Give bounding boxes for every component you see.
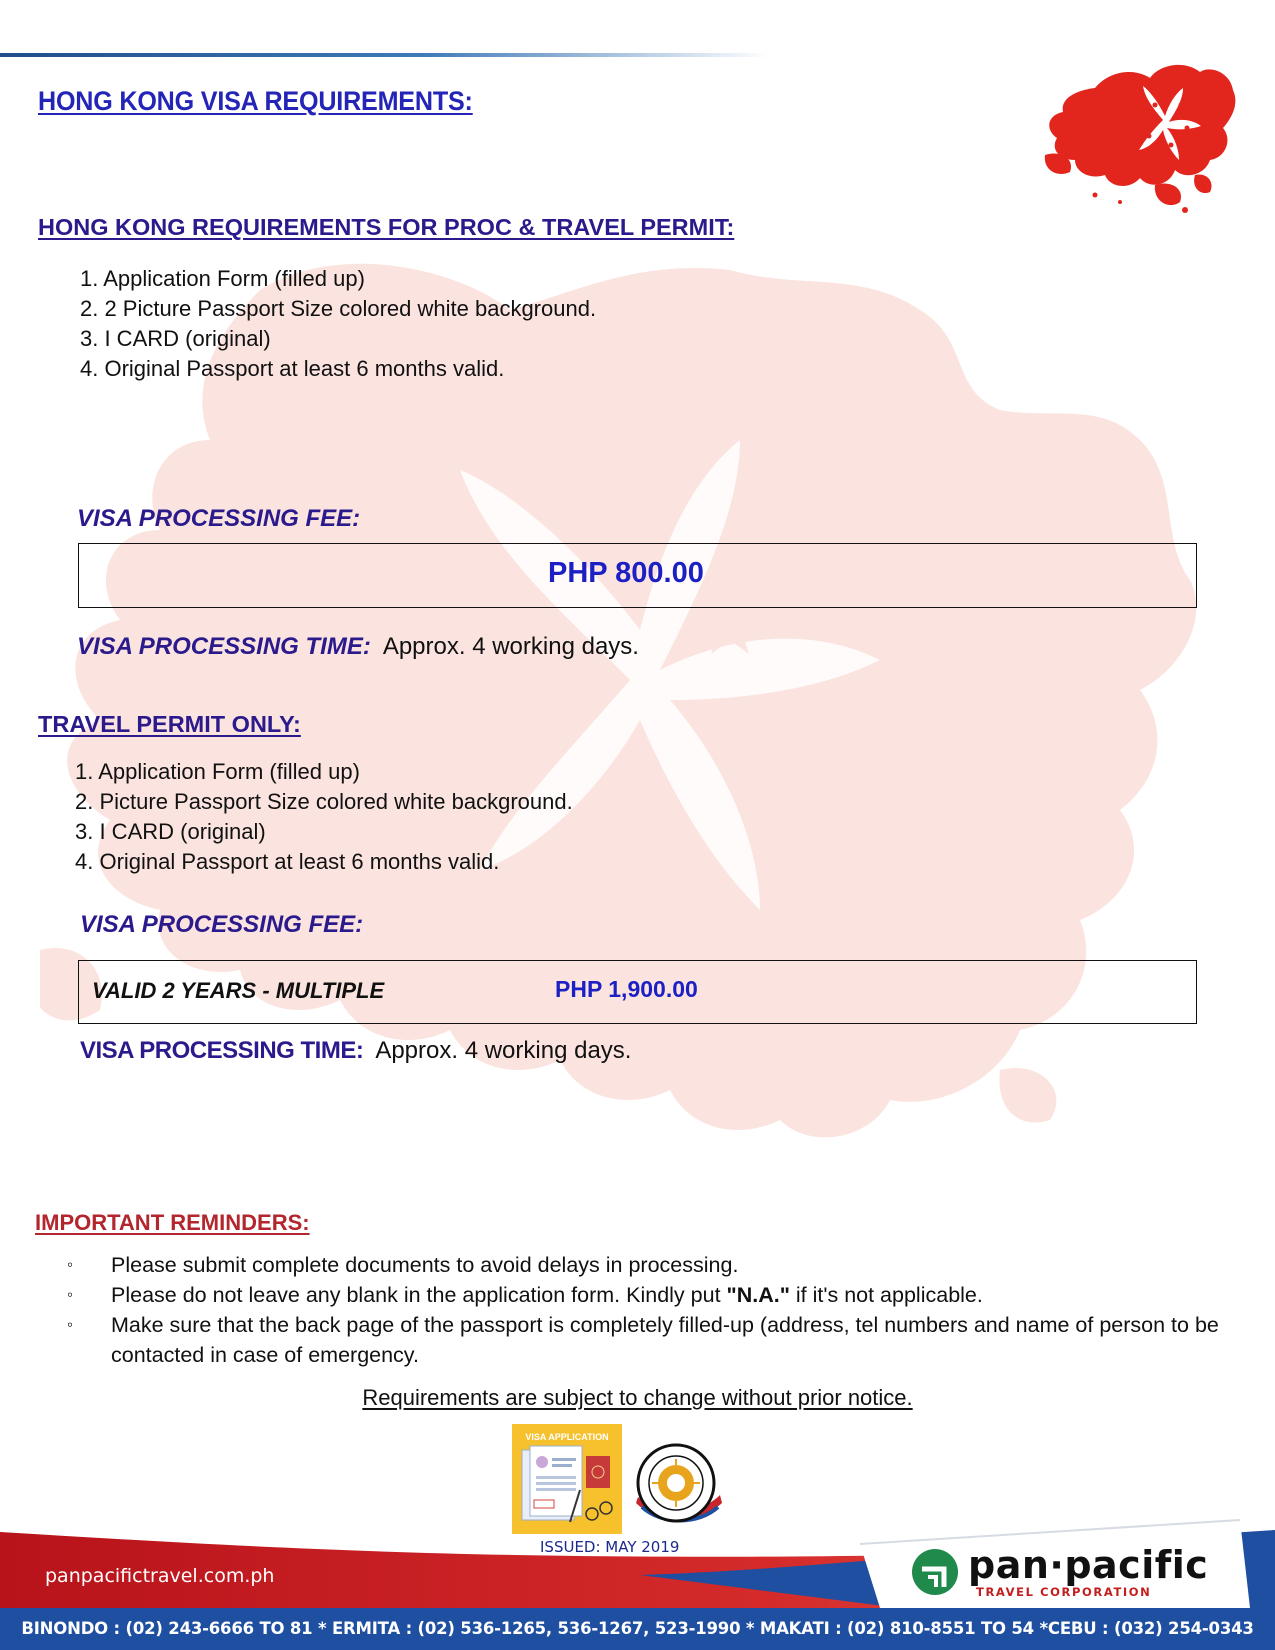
processing-time-label: VISA PROCESSING TIME: <box>80 1037 364 1064</box>
section2-requirements-list <box>75 757 573 877</box>
processing-time-value: Approx. 4 working days. <box>375 1037 632 1064</box>
section1-heading: HONG KONG REQUIREMENTS FOR PROC & TRAVEL PERMIT: <box>38 214 735 240</box>
list-item: ◦ Make sure that the back page of the passport is completely filled-up (address, tel numbers and name of person to be contacted in case of emergency. <box>65 1310 1245 1370</box>
section2-fee-label: VALID 2 YEARS - MULTIPLE <box>92 978 385 1003</box>
change-notice: Requirements are subject to change without prior notice. <box>362 1385 913 1410</box>
brand-subtitle: TRAVEL CORPORATION <box>976 1585 1152 1599</box>
pan-pacific-logo <box>910 1543 1209 1601</box>
brand-name: pan·pacific <box>968 1543 1209 1587</box>
section2-processing-time <box>80 1037 631 1065</box>
contact-numbers-bar: BINONDO : (02) 243-6666 TO 81 * ERMITA : (02) 536-1265, 536-1267, 523-1990 * MAKATI : (02) 810-8551 TO 54 *CEBU : (032) 254-0343 <box>0 1608 1275 1650</box>
section2-fee-amount: PHP 1,900.00 <box>555 976 698 1002</box>
list-item: 2. 2 Picture Passport Size colored white background. <box>80 296 597 321</box>
list-item: 1. Application Form (filled up) <box>80 266 365 291</box>
issued-date: ISSUED: MAY 2019 <box>540 1538 680 1556</box>
section1-requirements-list <box>80 264 596 384</box>
website-link[interactable]: panpacifictravel.com.ph <box>45 1565 275 1587</box>
bullet-icon: ◦ <box>67 1315 74 1334</box>
list-item: 3. I CARD (original) <box>80 326 271 351</box>
hong-kong-map-logo <box>1035 50 1240 215</box>
section1-fee-amount: PHP 800.00 <box>548 557 704 589</box>
list-item: 2. Picture Passport Size colored white background. <box>75 789 573 814</box>
list-item: ◦ Please do not leave any blank in the application form. Kindly put "N.A." if it's not applicable. <box>65 1280 1245 1310</box>
list-item: 1. Application Form (filled up) <box>75 759 360 784</box>
top-rule <box>0 53 770 57</box>
bullet-icon: ◦ <box>67 1255 74 1274</box>
visa-application-label: VISA APPLICATION <box>525 1432 609 1442</box>
list-item: 4. Original Passport at least 6 months valid. <box>75 849 500 874</box>
list-item: 4. Original Passport at least 6 months valid. <box>80 356 505 381</box>
section2-fee-heading: VISA PROCESSING FEE: <box>80 911 364 938</box>
section1-fee-heading: VISA PROCESSING FEE: <box>77 505 361 532</box>
list-item: ◦ Please submit complete documents to avoid delays in processing. <box>65 1250 1245 1280</box>
processing-time-value: Approx. 4 working days. <box>382 633 639 660</box>
reminders-heading: IMPORTANT REMINDERS: <box>35 1210 310 1235</box>
processing-time-label: VISA PROCESSING TIME: <box>77 633 371 660</box>
section2-heading: TRAVEL PERMIT ONLY: <box>38 711 301 737</box>
reminders-list <box>65 1250 1245 1370</box>
list-item: 3. I CARD (original) <box>75 819 266 844</box>
pan-pacific-mark-icon <box>910 1547 960 1597</box>
section1-processing-time <box>77 633 639 661</box>
bullet-icon: ◦ <box>67 1285 74 1304</box>
page-title: HONG KONG VISA REQUIREMENTS: <box>38 86 473 116</box>
